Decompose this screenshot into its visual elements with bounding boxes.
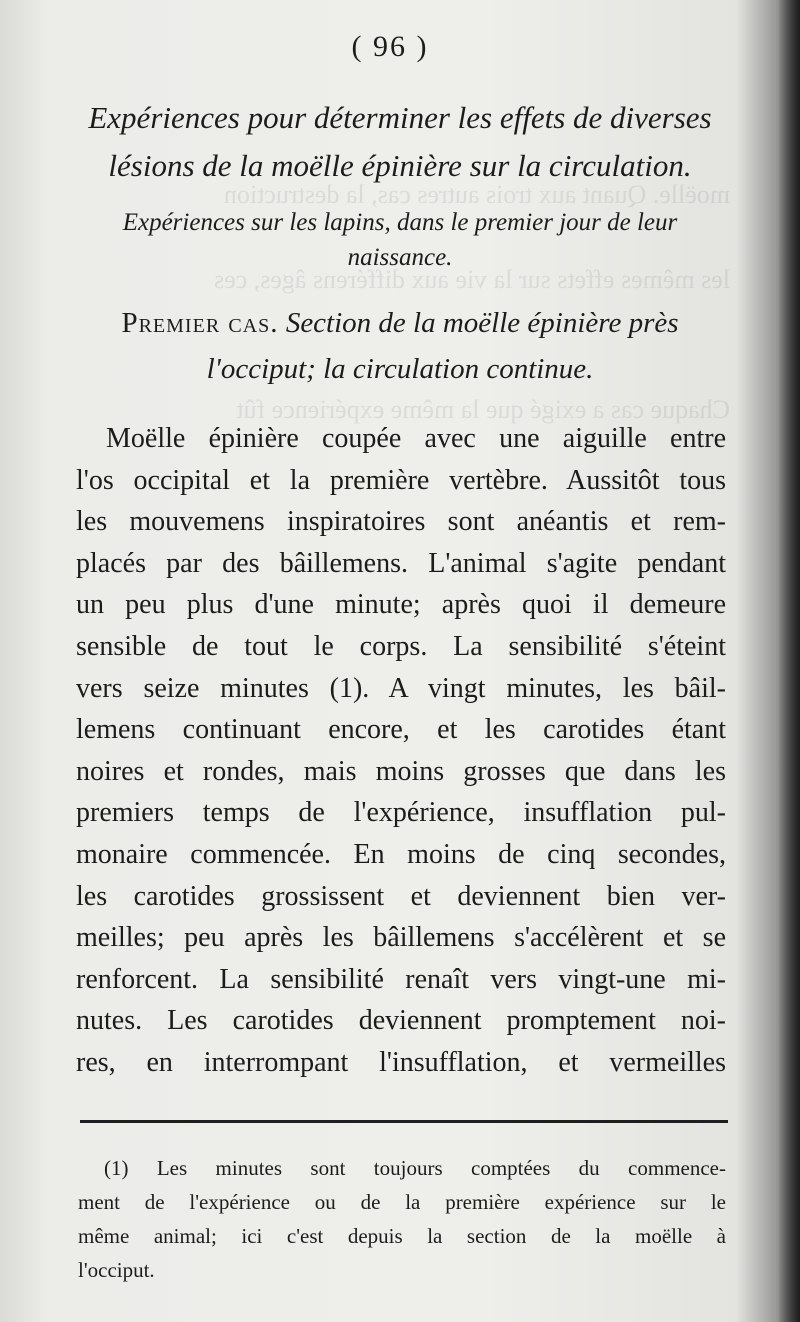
footnote: [78, 1151, 726, 1287]
section-subheading: [70, 205, 730, 275]
body-paragraph: [76, 418, 726, 1084]
show-through-text: Chaque cas a exigé que la même expérience fût: [236, 395, 730, 424]
chapter-heading-line: lésions de la moëlle épinière sur la circulation.: [108, 148, 692, 183]
footnote-line: l'occiput.: [78, 1258, 155, 1282]
show-through-text: les mêmes effets sur la vie aux différens âges, ces: [214, 265, 730, 294]
text-line: nutes. Les carotides deviennent promptement noi-: [76, 1005, 726, 1037]
case-heading-line: l'occiput; la circulation continue.: [206, 353, 594, 385]
text-line: l'os occipital et la première vertèbre. Aussitôt tous: [76, 464, 726, 496]
case-title: Section de la moëlle épinière près: [285, 307, 679, 339]
footnote-line: ment de l'expérience ou de la première expérience sur le: [78, 1190, 726, 1214]
section-subheading-line: naissance.: [347, 244, 453, 271]
text-line: premiers temps de l'expérience, insufflation pul-: [76, 797, 726, 829]
text-line: vers seize minutes (1). A vingt minutes, les bâil-: [76, 672, 726, 704]
chapter-heading-line: Expériences pour déterminer les effets de diverses: [88, 100, 712, 135]
section-subheading-line: Expériences sur les lapins, dans le premier jour de leur: [122, 209, 678, 236]
page-number: ( 96 ): [351, 30, 429, 63]
case-heading-line: [70, 300, 730, 346]
text-line: les mouvemens inspiratoires sont anéantis et rem-: [76, 506, 726, 538]
text-line: Moëlle épinière coupée avec une aiguille entre: [106, 423, 726, 454]
text-line: meilles; peu après les bâillemens s'accélèrent et se: [76, 922, 726, 954]
footnote-line: même animal; ici c'est depuis la section de la moëlle à: [78, 1224, 726, 1248]
case-label: Premier cas.: [121, 307, 279, 339]
chapter-heading: [70, 94, 730, 190]
show-through-text: moëlle. Quant aux trois autres cas, la destruction: [223, 180, 730, 209]
text-line: sensible de tout le corps. La sensibilité s'éteint: [76, 630, 726, 662]
footnote-line: (1) Les minutes sont toujours comptées du commence-: [104, 1156, 726, 1180]
text-line: un peu plus d'une minute; après quoi il demeure: [76, 589, 726, 621]
text-line: res, en interrompant l'insufflation, et vermeilles: [76, 1046, 726, 1078]
text-line: renforcent. La sensibilité renaît vers vingt-une mi-: [76, 963, 726, 995]
text-line: monaire commencée. En moins de cinq secondes,: [76, 838, 726, 870]
text-line: lemens continuant encore, et les carotides étant: [76, 714, 726, 746]
footnote-divider: [80, 1120, 728, 1123]
binding-shadow: [778, 0, 800, 1322]
text-line: les carotides grossissent et deviennent bien ver-: [76, 880, 726, 912]
text-line: noires et rondes, mais moins grosses que dans les: [76, 755, 726, 787]
case-heading: [70, 300, 730, 392]
text-line: placés par des bâillemens. L'animal s'agite pendant: [76, 547, 726, 579]
